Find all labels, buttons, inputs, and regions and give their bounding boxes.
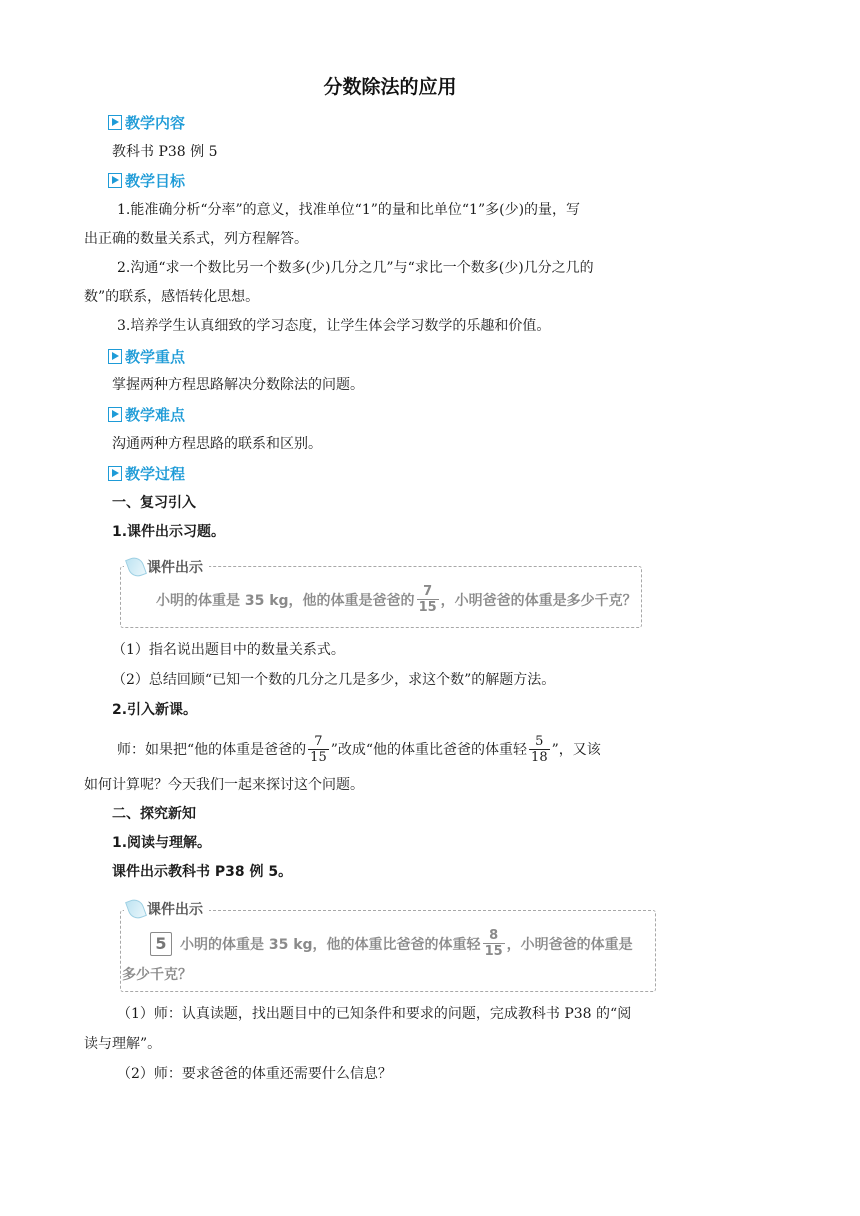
part1-heading: 一、复习引入 bbox=[112, 495, 196, 511]
denominator: 15 bbox=[484, 944, 503, 959]
teacher-text: 师：如果把“他的体重是爸爸的 bbox=[117, 741, 307, 758]
goal-1-line-1: 1.能准确分析“分率”的意义，找准单位“1”的量和比单位“1”多(少)的量，写 bbox=[117, 202, 581, 218]
play-icon bbox=[108, 115, 122, 130]
section-label: 教学内容 bbox=[125, 113, 186, 132]
leaf-icon bbox=[125, 897, 147, 921]
fraction bbox=[308, 734, 329, 765]
courseware-tab-label: 课件出示 bbox=[147, 902, 203, 918]
play-icon bbox=[108, 349, 122, 364]
part2-heading: 二、探究新知 bbox=[112, 806, 196, 822]
part1-step2: 2.引入新课。 bbox=[112, 702, 198, 718]
numerator: 8 bbox=[489, 928, 499, 943]
section-label: 教学重点 bbox=[125, 347, 186, 366]
problem-text: 小明的体重是 35 kg，他的体重比爸爸的体重轻 bbox=[180, 936, 481, 953]
denominator: 18 bbox=[531, 750, 548, 765]
play-icon bbox=[108, 466, 122, 481]
denominator: 15 bbox=[310, 750, 327, 765]
section-label: 教学难点 bbox=[125, 405, 186, 424]
part2-step1: 1.阅读与理解。 bbox=[112, 835, 212, 851]
teacher-text: ”，又该 bbox=[551, 741, 601, 758]
goal-2-line-2: 数”的联系，感悟转化思想。 bbox=[84, 289, 260, 305]
reading-1-line-2: 读与理解”。 bbox=[84, 1036, 162, 1052]
problem-text: ，小明爸爸的体重是多少千克？ bbox=[440, 592, 637, 609]
problem-text: ，小明爸爸的体重是 bbox=[506, 936, 633, 953]
courseware-tab-1 bbox=[124, 556, 209, 578]
question-1: （1）指名说出题目中的数量关系式。 bbox=[112, 642, 345, 658]
teacher-line-2: 如何计算呢？今天我们一起来探讨这个问题。 bbox=[84, 777, 364, 793]
part2-show: 课件出示教科书 P38 例 5。 bbox=[112, 864, 293, 880]
content-text: 教科书 P38 例 5 bbox=[112, 144, 218, 160]
page-title: 分数除法的应用 bbox=[323, 76, 457, 98]
courseware-tab-2 bbox=[124, 898, 209, 920]
courseware-problem-2 bbox=[150, 928, 633, 959]
section-label: 教学过程 bbox=[125, 464, 186, 483]
teacher-line-1 bbox=[117, 734, 665, 765]
section-heading-content bbox=[108, 112, 185, 132]
fraction bbox=[529, 734, 550, 765]
section-heading-key bbox=[108, 346, 185, 366]
part1-step1: 1.课件出示习题。 bbox=[112, 524, 226, 540]
reading-2: （2）师：要求爸爸的体重还需要什么信息？ bbox=[117, 1066, 392, 1082]
section-label: 教学目标 bbox=[125, 171, 186, 190]
question-2: （2）总结回顾“已知一个数的几分之几是多少，求这个数”的解题方法。 bbox=[112, 672, 556, 688]
reading-1-line-1: （1）师：认真读题，找出题目中的已知条件和要求的问题，完成教科书 P38 的“阅 bbox=[117, 1006, 632, 1022]
numerator: 7 bbox=[314, 734, 323, 749]
example-number-badge: 5 bbox=[150, 932, 172, 956]
denominator: 15 bbox=[418, 600, 437, 615]
goal-2-line-1: 2.沟通“求一个数比另一个数多(少)几分之几”与“求比一个数多(少)几分之几的 bbox=[117, 260, 594, 276]
leaf-icon bbox=[125, 555, 147, 579]
fraction bbox=[483, 928, 505, 959]
play-icon bbox=[108, 173, 122, 188]
play-icon bbox=[108, 407, 122, 422]
numerator: 5 bbox=[535, 734, 544, 749]
numerator: 7 bbox=[423, 584, 433, 599]
courseware-tab-label: 课件出示 bbox=[147, 560, 203, 576]
courseware-problem-1 bbox=[156, 584, 637, 615]
problem-text: 小明的体重是 35 kg，他的体重是爸爸的 bbox=[156, 592, 415, 609]
section-heading-process bbox=[108, 463, 185, 483]
section-heading-goals bbox=[108, 170, 185, 190]
goal-3: 3.培养学生认真细致的学习态度，让学生体会学习数学的乐趣和价值。 bbox=[117, 318, 551, 334]
section-heading-difficulty bbox=[108, 404, 185, 424]
difficulty-text: 沟通两种方程思路的联系和区别。 bbox=[112, 436, 322, 452]
goal-1-line-2: 出正确的数量关系式，列方程解答。 bbox=[84, 231, 308, 247]
teacher-text: ”改成“他的体重比爸爸的体重轻 bbox=[330, 741, 528, 758]
fraction bbox=[417, 584, 439, 615]
courseware-problem-2-line-2: 多少千克？ bbox=[122, 967, 192, 983]
key-text: 掌握两种方程思路解决分数除法的问题。 bbox=[112, 377, 364, 393]
